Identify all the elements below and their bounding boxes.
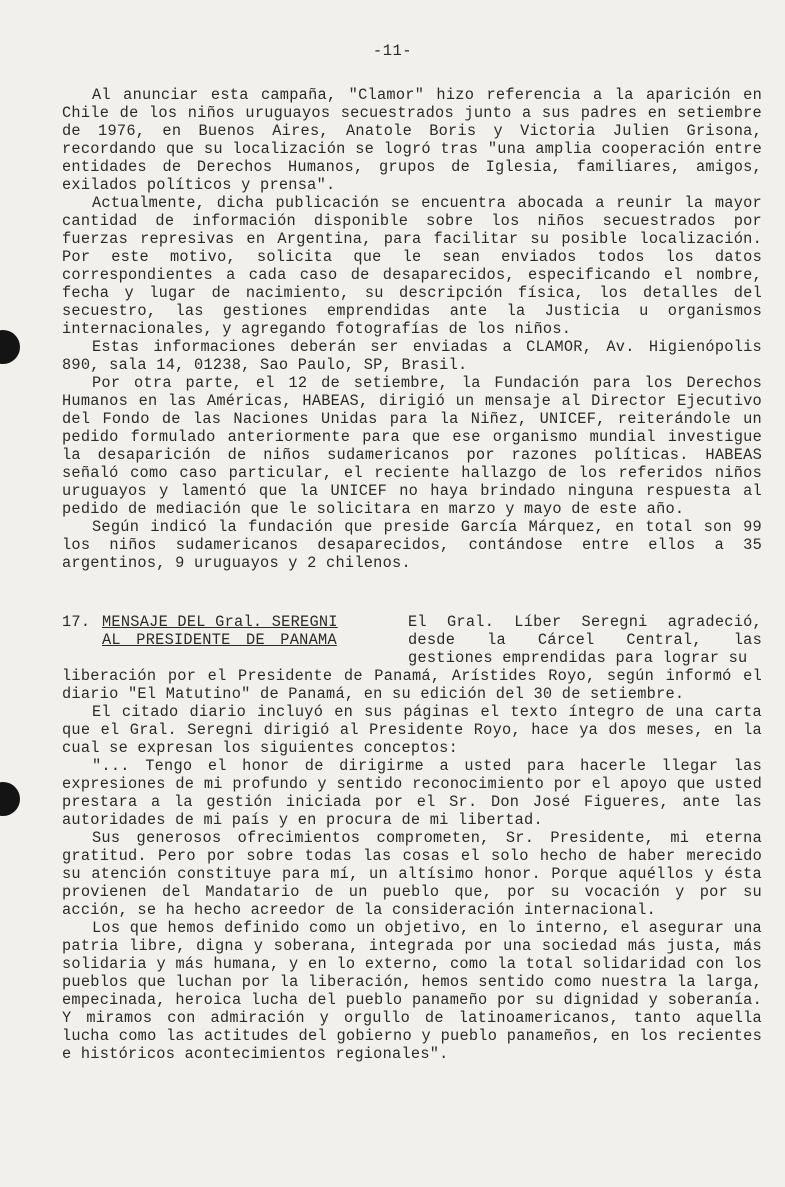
paragraph: Los que hemos definido como un objetivo, en lo interno, el asegurar una patria libre, digna y soberana, integrada por una sociedad más justa, más solidaria y más humana, y en lo externo, como la total solidaridad con los pueblos que luchan por la liberación, hemos sentido como nuestra la larga, empecinada, heroica lucha del pueblo panameño por su dignidad y soberanía. Y miramos con admiración y orgullo de latinoamericanos, tanto aquella lucha como las actitudes del gobierno y pueblo panameños, en los recientes e históricos acontecimientos regionales". bbox=[62, 919, 762, 1063]
body-text bbox=[62, 86, 762, 572]
paragraph: "... Tengo el honor de dirigirme a usted para hacerle llegar las expresiones de mi profundo y sentido reconocimiento por el apoyo que usted prestara a la gestión iniciada por el Sr. Don José Figueres, ante las autoridades de mi país y en procura de mi libertad. bbox=[62, 757, 762, 829]
paragraph: Al anunciar esta campaña, "Clamor" hizo referencia a la aparición en Chile de los niños uruguayos secuestrados junto a sus padres en setiembre de 1976, en Buenos Aires, Anatole Boris y Victoria Julien Grisona, recordando que su localización se logró tras "una amplia cooperación entre entidades de Derechos Humanos, grupos de Iglesia, familiares, amigos, exilados políticos y prensa". bbox=[62, 86, 762, 194]
section-number: 17. bbox=[62, 613, 91, 631]
paragraph: Actualmente, dicha publicación se encuentra abocada a reunir la mayor cantidad de información disponible sobre los niños secuestrados por fuerzas represivas en Argentina, para facilitar su posible localización. Por este motivo, solicita que le sean enviados todos los datos correspondientes a cada caso de desaparecidos, especificando el nombre, fecha y lugar de nacimiento, su descripción física, los detalles del secuestro, las gestiones emprendidas ante la Justicia u organismos internacionales, y agregando fotografías de los niños. bbox=[62, 194, 762, 338]
section-title-line-1: MENSAJE DEL Gral. SEREGNI bbox=[102, 613, 338, 631]
punch-hole-bottom bbox=[0, 782, 20, 816]
paragraph: Según indicó la fundación que preside García Márquez, en total son 99 los niños sudamericanos desaparecidos, contándose entre ellos a 35 argentinos, 9 uruguayos y 2 chilenos. bbox=[62, 518, 762, 572]
paragraph-continuation: liberación por el Presidente de Panamá, Arístides Royo, según informó el diario "El Matutino" de Panamá, en su edición del 30 de setiembre. bbox=[62, 667, 762, 703]
page-number: -11- bbox=[372, 42, 413, 60]
section-title-line-2: AL PRESIDENTE DE PANAMA bbox=[102, 631, 337, 649]
paragraph: Estas informaciones deberán ser enviadas a CLAMOR, Av. Higienópolis 890, sala 14, 01238, Sao Paulo, SP, Brasil. bbox=[62, 338, 762, 374]
section-17-header bbox=[62, 613, 762, 667]
paragraph: Sus generosos ofrecimientos comprometen, Sr. Presidente, mi eterna gratitud. Pero por sobre todas las cosas el solo hecho de haber merecido su atención constituye para mí, un altísimo honor. Porque aquéllos y ésta provienen del Mandatario de un pueblo que, por su vocación y por su acción, se ha hecho acreedor de la consideración internacional. bbox=[62, 829, 762, 919]
section-intro: El Gral. Líber Seregni agradeció, desde la Cárcel Central, las gestiones emprendidas para lograr su bbox=[408, 613, 762, 667]
section-17-body bbox=[62, 667, 762, 1063]
punch-hole-top bbox=[0, 330, 20, 364]
paragraph: Por otra parte, el 12 de setiembre, la Fundación para los Derechos Humanos en las Américas, HABEAS, dirigió un mensaje al Director Ejecutivo del Fondo de las Naciones Unidas para la Niñez, UNICEF, reiterándole un pedido formulado anteriormente para que ese organismo mundial investigue la desaparición de niños sudamericanos por razones políticas. HABEAS señaló como caso particular, el reciente hallazgo de los referidos niños uruguayos y lamentó que la UNICEF no haya brindado ninguna respuesta al pedido de mediación que le solicitara en marzo y mayo de este año. bbox=[62, 374, 762, 518]
section-heading bbox=[62, 613, 362, 649]
paragraph: El citado diario incluyó en sus páginas el texto íntegro de una carta que el Gral. Seregni dirigió al Presidente Royo, hace ya dos meses, en la cual se expresan los siguientes conceptos: bbox=[62, 703, 762, 757]
